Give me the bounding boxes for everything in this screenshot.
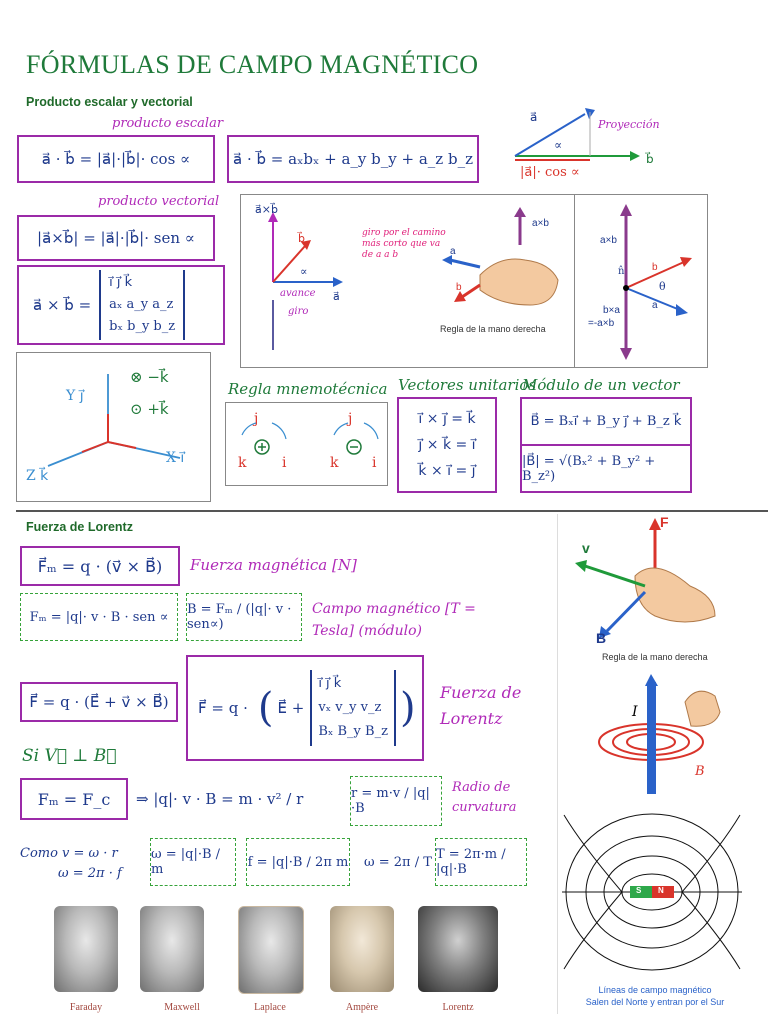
proj-alpha: ∝ — [554, 138, 563, 152]
note-fuerza-mag: Fuerza magnética [N] — [190, 556, 357, 574]
diag-n: n̂ — [618, 266, 625, 277]
diag-axb: a×b — [600, 235, 617, 246]
label-B-field: B — [695, 764, 705, 779]
formula-fm-vector: F⃗ₘ = q · (v⃗ × B⃗) — [20, 546, 180, 586]
svg-text:j: j — [254, 411, 259, 427]
formula-lorentz-vector: F⃗ = q · (E⃗ + v⃗ × B⃗) — [20, 682, 178, 722]
axb-bxa-diagram — [580, 200, 705, 365]
name-lorentz: Lorentz — [442, 1002, 474, 1013]
axb-label: a⃗×b⃗ — [255, 203, 278, 216]
svg-text:k: k — [238, 455, 247, 471]
svg-text:i: i — [372, 455, 377, 471]
lorentz-row-1: ı⃗ ȷ⃗ k⃗ — [318, 676, 342, 691]
como-line-1: Como v = ω · r — [20, 846, 118, 861]
a-vec-label: a⃗ — [333, 290, 340, 303]
formula-radius: r = m·v / |q|·B — [350, 776, 442, 826]
right-hand-diagram — [440, 205, 570, 335]
proj-a-label: a⃗ — [530, 110, 538, 124]
formula-frequency: f = |q|·B / 2π m — [246, 838, 350, 886]
unit-jxk: ȷ⃗ × k⃗ = ı⃗ — [418, 437, 476, 453]
formula-cross-modulus: |a⃗×b⃗| = |a⃗|·|b⃗|· sen ∝ — [17, 215, 215, 261]
formula-dot-modulus: a⃗ · b⃗ = |a⃗|·|b⃗|· cos ∝ — [17, 135, 215, 183]
axes-3d-diagram — [20, 356, 210, 498]
lorentz-lhs: F⃗ = q · — [198, 699, 248, 717]
diag-neg: =-a×b — [588, 318, 615, 329]
note-unitarios: Vectores unitarios — [398, 376, 537, 394]
formula-dot-components: a⃗ · b⃗ = aₓbₓ + a_y b_y + a_z b_z — [227, 135, 479, 183]
portrait-maxwell — [140, 906, 204, 992]
caption-salen: Salen del Norte y entran por el Sur — [585, 997, 725, 1007]
wire-field-diagram — [565, 672, 735, 797]
formula-fm-fc: Fₘ = F_c — [20, 778, 128, 820]
portrait-faraday — [54, 906, 118, 992]
magnet-S: S — [636, 886, 642, 895]
cross-row-2: aₓ a_y a_z — [109, 297, 174, 312]
note-avance: avance — [280, 288, 316, 299]
perpendicular-condition: Si V⃗ ⊥ B⃗ — [22, 746, 117, 766]
cross-lhs: a⃗ × b⃗ = — [33, 296, 92, 314]
lorentz-hand-diagram — [565, 516, 735, 656]
section-lorentz: Fuerza de Lorentz — [26, 520, 133, 534]
panel-divider — [574, 194, 575, 368]
formula-period: T = 2π·m / |q|·B — [435, 838, 527, 886]
hand-a: a — [450, 246, 456, 257]
svg-text:k: k — [330, 455, 339, 471]
portrait-ampere — [330, 906, 394, 992]
formula-omega: ω = |q|·B / m — [150, 838, 236, 886]
diag-b: b — [652, 262, 658, 273]
note-giro-short: giro — [288, 306, 309, 317]
formula-cross-determinant — [17, 265, 225, 345]
diag-theta: θ — [659, 280, 666, 293]
hand-axb: a×b — [532, 218, 549, 229]
modulus-box — [520, 397, 692, 493]
lorentz-e: E⃗ + — [277, 699, 305, 717]
proj-formula: |a⃗|· cos ∝ — [520, 165, 580, 180]
note-modulo: Módulo de un vector — [522, 376, 680, 394]
unit-kxi: k⃗ × ı⃗ = ȷ⃗ — [418, 463, 476, 479]
label-F: F — [660, 514, 669, 530]
note-mnemo: Regla mnemotécnica — [228, 380, 388, 398]
page-title: FÓRMULAS DE CAMPO MAGNÉTICO — [26, 50, 479, 79]
section-divider — [16, 510, 768, 512]
portrait-laplace — [238, 906, 304, 994]
into-page-label: ⊗ −k⃗ — [130, 368, 169, 386]
name-ampere: Ampère — [345, 1002, 379, 1013]
proj-b-label: b⃗ — [646, 152, 654, 166]
modulus-vector: B⃗ = Bₓı⃗ + B_y ȷ⃗ + B_z k⃗ — [522, 399, 690, 446]
mnemo-diagram — [228, 405, 386, 483]
caption-field-lines — [565, 984, 745, 1008]
hand-b: b — [456, 282, 462, 293]
modulus-value: |B⃗| = √(Bₓ² + B_y² + B_z²) — [522, 453, 656, 484]
name-maxwell: Maxwell — [164, 1002, 200, 1013]
unit-ixj: ı⃗ × ȷ⃗ = k⃗ — [418, 411, 476, 427]
caption-lineas: Líneas de campo magnético — [598, 985, 712, 995]
out-page-label: ⊙ +k⃗ — [130, 400, 169, 418]
axb-axes-diagram — [245, 200, 365, 360]
caption-regla-mano-2: Regla de la mano derecha — [602, 652, 708, 662]
note-campo-mag: Campo magnético [T = Tesla] (módulo) — [312, 601, 476, 639]
magnet-N: N — [658, 886, 664, 895]
label-I: I — [632, 704, 638, 720]
formula-fm-modulus: Fₘ = |q|· v · B · sen ∝ — [20, 593, 178, 641]
name-laplace: Laplace — [254, 1002, 286, 1013]
lorentz-row-3: Bₓ B_y B_z — [318, 724, 388, 739]
diag-bxa: b×a — [603, 305, 620, 316]
b-vec-label: b⃗ — [298, 232, 305, 245]
lorentz-open-paren: ( — [257, 685, 274, 731]
como-line-2: ω = 2π · f — [58, 866, 122, 881]
svg-text:i: i — [282, 455, 287, 471]
formula-lorentz-determinant — [186, 655, 424, 761]
formula-omega-period: ω = 2π / T — [364, 855, 432, 870]
label-v: v — [582, 540, 590, 556]
unit-vectors-box — [397, 397, 497, 493]
formula-b-modulus: B = Fₘ / (|q|· v · sen∝) — [186, 593, 302, 641]
note-fuerza-lorentz: Fuerza de Lorentz — [440, 683, 522, 728]
caption-regla-mano: Regla de la mano derecha — [440, 324, 546, 334]
axis-z-label: Z k⃗ — [26, 468, 49, 484]
section-products: Producto escalar y vectorial — [26, 95, 193, 109]
note-giro: giro por el camino más corto que va de a a b — [362, 228, 446, 260]
svg-text:j: j — [348, 411, 353, 427]
column-divider — [557, 514, 558, 1014]
diag-a: a — [652, 300, 658, 311]
alpha-label: ∝ — [300, 265, 308, 278]
cross-row-3: bₓ b_y b_z — [109, 319, 176, 334]
note-escalar: producto escalar — [112, 116, 224, 131]
cross-row-1: ı⃗ ȷ⃗ k⃗ — [109, 275, 133, 290]
lorentz-close-paren: ) — [399, 685, 416, 731]
axis-y-label: Y ȷ⃗ — [66, 388, 84, 404]
note-radio: Radio de curvatura — [452, 780, 517, 815]
note-proyeccion: Proyección — [598, 118, 660, 131]
note-vectorial: producto vectorial — [98, 194, 220, 209]
formula-fm-fc-expanded: ⇒ |q|· v · B = m · v² / r — [136, 790, 304, 808]
name-faraday: Faraday — [69, 1002, 103, 1013]
label-B: B — [596, 630, 607, 646]
axis-x-label: X ı⃗ — [166, 450, 185, 466]
lorentz-row-2: vₓ v_y v_z — [318, 700, 382, 715]
magnet-field-lines — [562, 805, 742, 980]
portrait-lorentz — [418, 906, 498, 992]
